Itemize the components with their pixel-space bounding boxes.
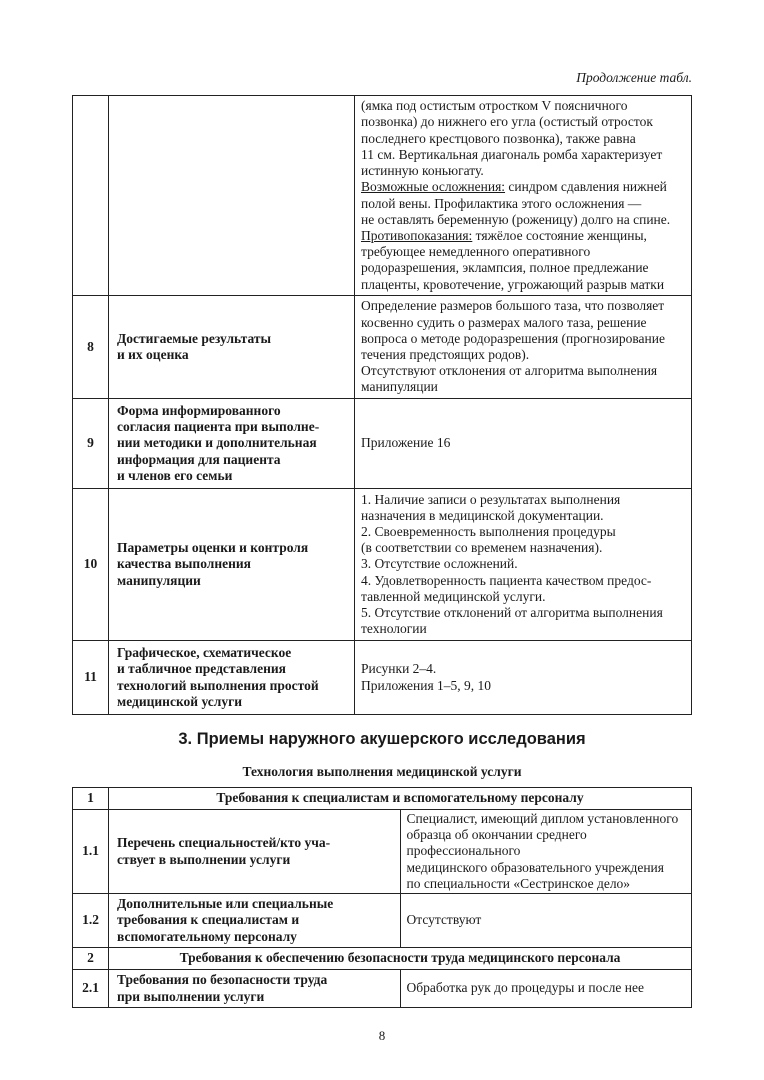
text-line: последнего крестцового позвонка), также равна — [361, 130, 636, 146]
text-line: Отсутствуют — [406, 912, 482, 928]
text-line: родоразрешения, эклампсия, полное предлежание — [361, 260, 649, 276]
text-line: 1. Наличие записи о результатах выполнения — [361, 491, 621, 507]
text-line: Перечень специальностей/кто уча- — [117, 835, 331, 851]
row-number: 1 — [73, 788, 109, 810]
text-line: Графическое, схематическое — [117, 645, 292, 661]
text-line: 2. Своевременность выполнения процедуры — [361, 523, 616, 539]
text-line: при выполнении услуги — [117, 988, 265, 1004]
row-label — [109, 399, 355, 489]
row-value — [400, 970, 692, 1008]
text-line — [361, 179, 686, 195]
text-line: (ямка под остистым отростком V поясничного — [361, 98, 628, 114]
table-row — [73, 641, 692, 715]
text-line: по специальности «Сестринское дело» — [406, 875, 631, 891]
text-line: 3. Отсутствие осложнений. — [361, 556, 518, 572]
technology-table-continued — [72, 95, 692, 715]
section-title: Требования к специалистам и вспомогательному персоналу — [109, 788, 692, 810]
contraindications-text: тяжёлое состояние женщины, — [472, 227, 647, 243]
text-line: вопроса о методе родоразрешения (прогнозирование — [361, 330, 665, 346]
text-line: 5. Отсутствие отклонений от алгоритма выполнения — [361, 605, 663, 620]
row-number: 8 — [73, 296, 109, 399]
text-line — [361, 228, 686, 244]
text-line: манипуляции — [361, 379, 438, 395]
text-line: тавленной медицинской услуги. — [361, 588, 546, 604]
table-caption: Технология выполнения медицинской услуги — [242, 764, 522, 779]
text-line: нии методики и дополнительная — [117, 435, 317, 451]
text-line: назначения в медицинской документации. — [361, 507, 604, 523]
text-line: Достигаемые результаты — [117, 330, 272, 346]
row-value — [355, 296, 692, 399]
text-line: плаценты, кровотечение, угрожающий разрыв матки — [361, 276, 665, 292]
section-row — [73, 788, 692, 810]
row-value — [355, 641, 692, 715]
text-line: Форма информированного — [117, 402, 281, 418]
row-number: 10 — [73, 489, 109, 641]
text-line: качества выполнения — [117, 556, 251, 572]
row-label — [109, 489, 355, 641]
text-line: технологий выполнения простой — [117, 677, 319, 693]
text-line: полой вены. Профилактика этого осложнения — — [361, 195, 642, 211]
row-label — [109, 296, 355, 399]
row-label — [109, 641, 355, 715]
text-line: позвонка) до нижнего его угла (остистый отросток — [361, 114, 653, 130]
contraindications-label: Противопоказания: — [361, 227, 473, 243]
row-value — [355, 489, 692, 641]
text-line: (в соответствии со временем назначения). — [361, 540, 603, 556]
row-label — [109, 96, 355, 296]
complications-label: Возможные осложнения: — [361, 179, 506, 195]
row-label — [109, 894, 401, 948]
text-line: требующее немедленного оперативного — [361, 244, 591, 260]
text-line: течения предстоящих родов). — [361, 347, 530, 362]
text-line: согласия пациента при выполне- — [117, 419, 320, 435]
table-row — [73, 894, 692, 948]
text-line: и членов его семьи — [117, 467, 233, 483]
text-line: Дополнительные или специальные — [117, 896, 334, 912]
text-line: требования к специалистам и — [117, 912, 300, 928]
row-number: 9 — [73, 399, 109, 489]
text-line: технологии — [361, 621, 427, 637]
text-line: Приложение 16 — [361, 435, 451, 451]
row-value — [355, 96, 692, 296]
row-number: 11 — [73, 641, 109, 715]
row-value — [400, 894, 692, 948]
text-line: Определение размеров большого таза, что позволяет — [361, 298, 665, 314]
text-line: Приложения 1–5, 9, 10 — [361, 677, 492, 693]
row-number: 2 — [73, 948, 109, 970]
text-line: истинную коньюгату. — [361, 163, 484, 179]
text-line: манипуляции — [117, 572, 201, 588]
table-row — [73, 96, 692, 296]
text-line: Рисунки 2–4. — [361, 661, 437, 677]
text-line: косвенно судить о размерах малого таза, решение — [361, 314, 647, 330]
text-line: 4. Удовлетворенность пациента качеством предос- — [361, 572, 652, 588]
row-value — [355, 399, 692, 489]
table-row — [73, 970, 692, 1008]
table-row — [73, 810, 692, 894]
text-line: информация для пациента — [117, 451, 281, 467]
table-row — [73, 296, 692, 399]
text-line: вспомогательному персоналу — [117, 928, 297, 944]
text-line: Отсутствуют отклонения от алгоритма выполнения — [361, 363, 658, 379]
text-line: ствует в выполнении услуги — [117, 851, 291, 867]
text-line: и их оценка — [117, 347, 189, 362]
row-number — [73, 96, 109, 296]
table-row — [73, 489, 692, 641]
row-number: 2.1 — [73, 970, 109, 1008]
text-line: не оставлять беременную (роженицу) долго на спине. — [361, 211, 671, 227]
text-line: медицинского образовательного учреждения — [406, 859, 664, 875]
row-number: 1.1 — [73, 810, 109, 894]
text-line: Требования по безопасности труда — [117, 972, 328, 988]
section-row — [73, 948, 692, 970]
text-line: и табличное представления — [117, 661, 286, 677]
continuation-label: Продолжение табл. — [576, 70, 692, 85]
section-heading: 3. Приемы наружного акушерского исследования — [178, 730, 586, 748]
complications-text: синдром сдавления нижней — [505, 179, 667, 195]
text-line: 11 см. Вертикальная диагональ ромба характеризует — [361, 146, 663, 162]
text-line: Параметры оценки и контроля — [117, 540, 309, 556]
text-line: образца об окончании среднего профессионального — [406, 827, 587, 859]
text-line: Обработка рук до процедуры и после нее — [406, 980, 644, 996]
row-value — [400, 810, 692, 894]
row-number: 1.2 — [73, 894, 109, 948]
row-label — [109, 810, 401, 894]
row-label — [109, 970, 401, 1008]
table-row — [73, 399, 692, 489]
page-number: 8 — [378, 1028, 386, 1043]
text-line: Специалист, имеющий диплом установленного — [406, 811, 679, 826]
technology-table — [72, 787, 692, 1008]
text-line: медицинской услуги — [117, 693, 243, 709]
section-title: Требования к обеспечению безопасности труда медицинского персонала — [109, 948, 692, 970]
